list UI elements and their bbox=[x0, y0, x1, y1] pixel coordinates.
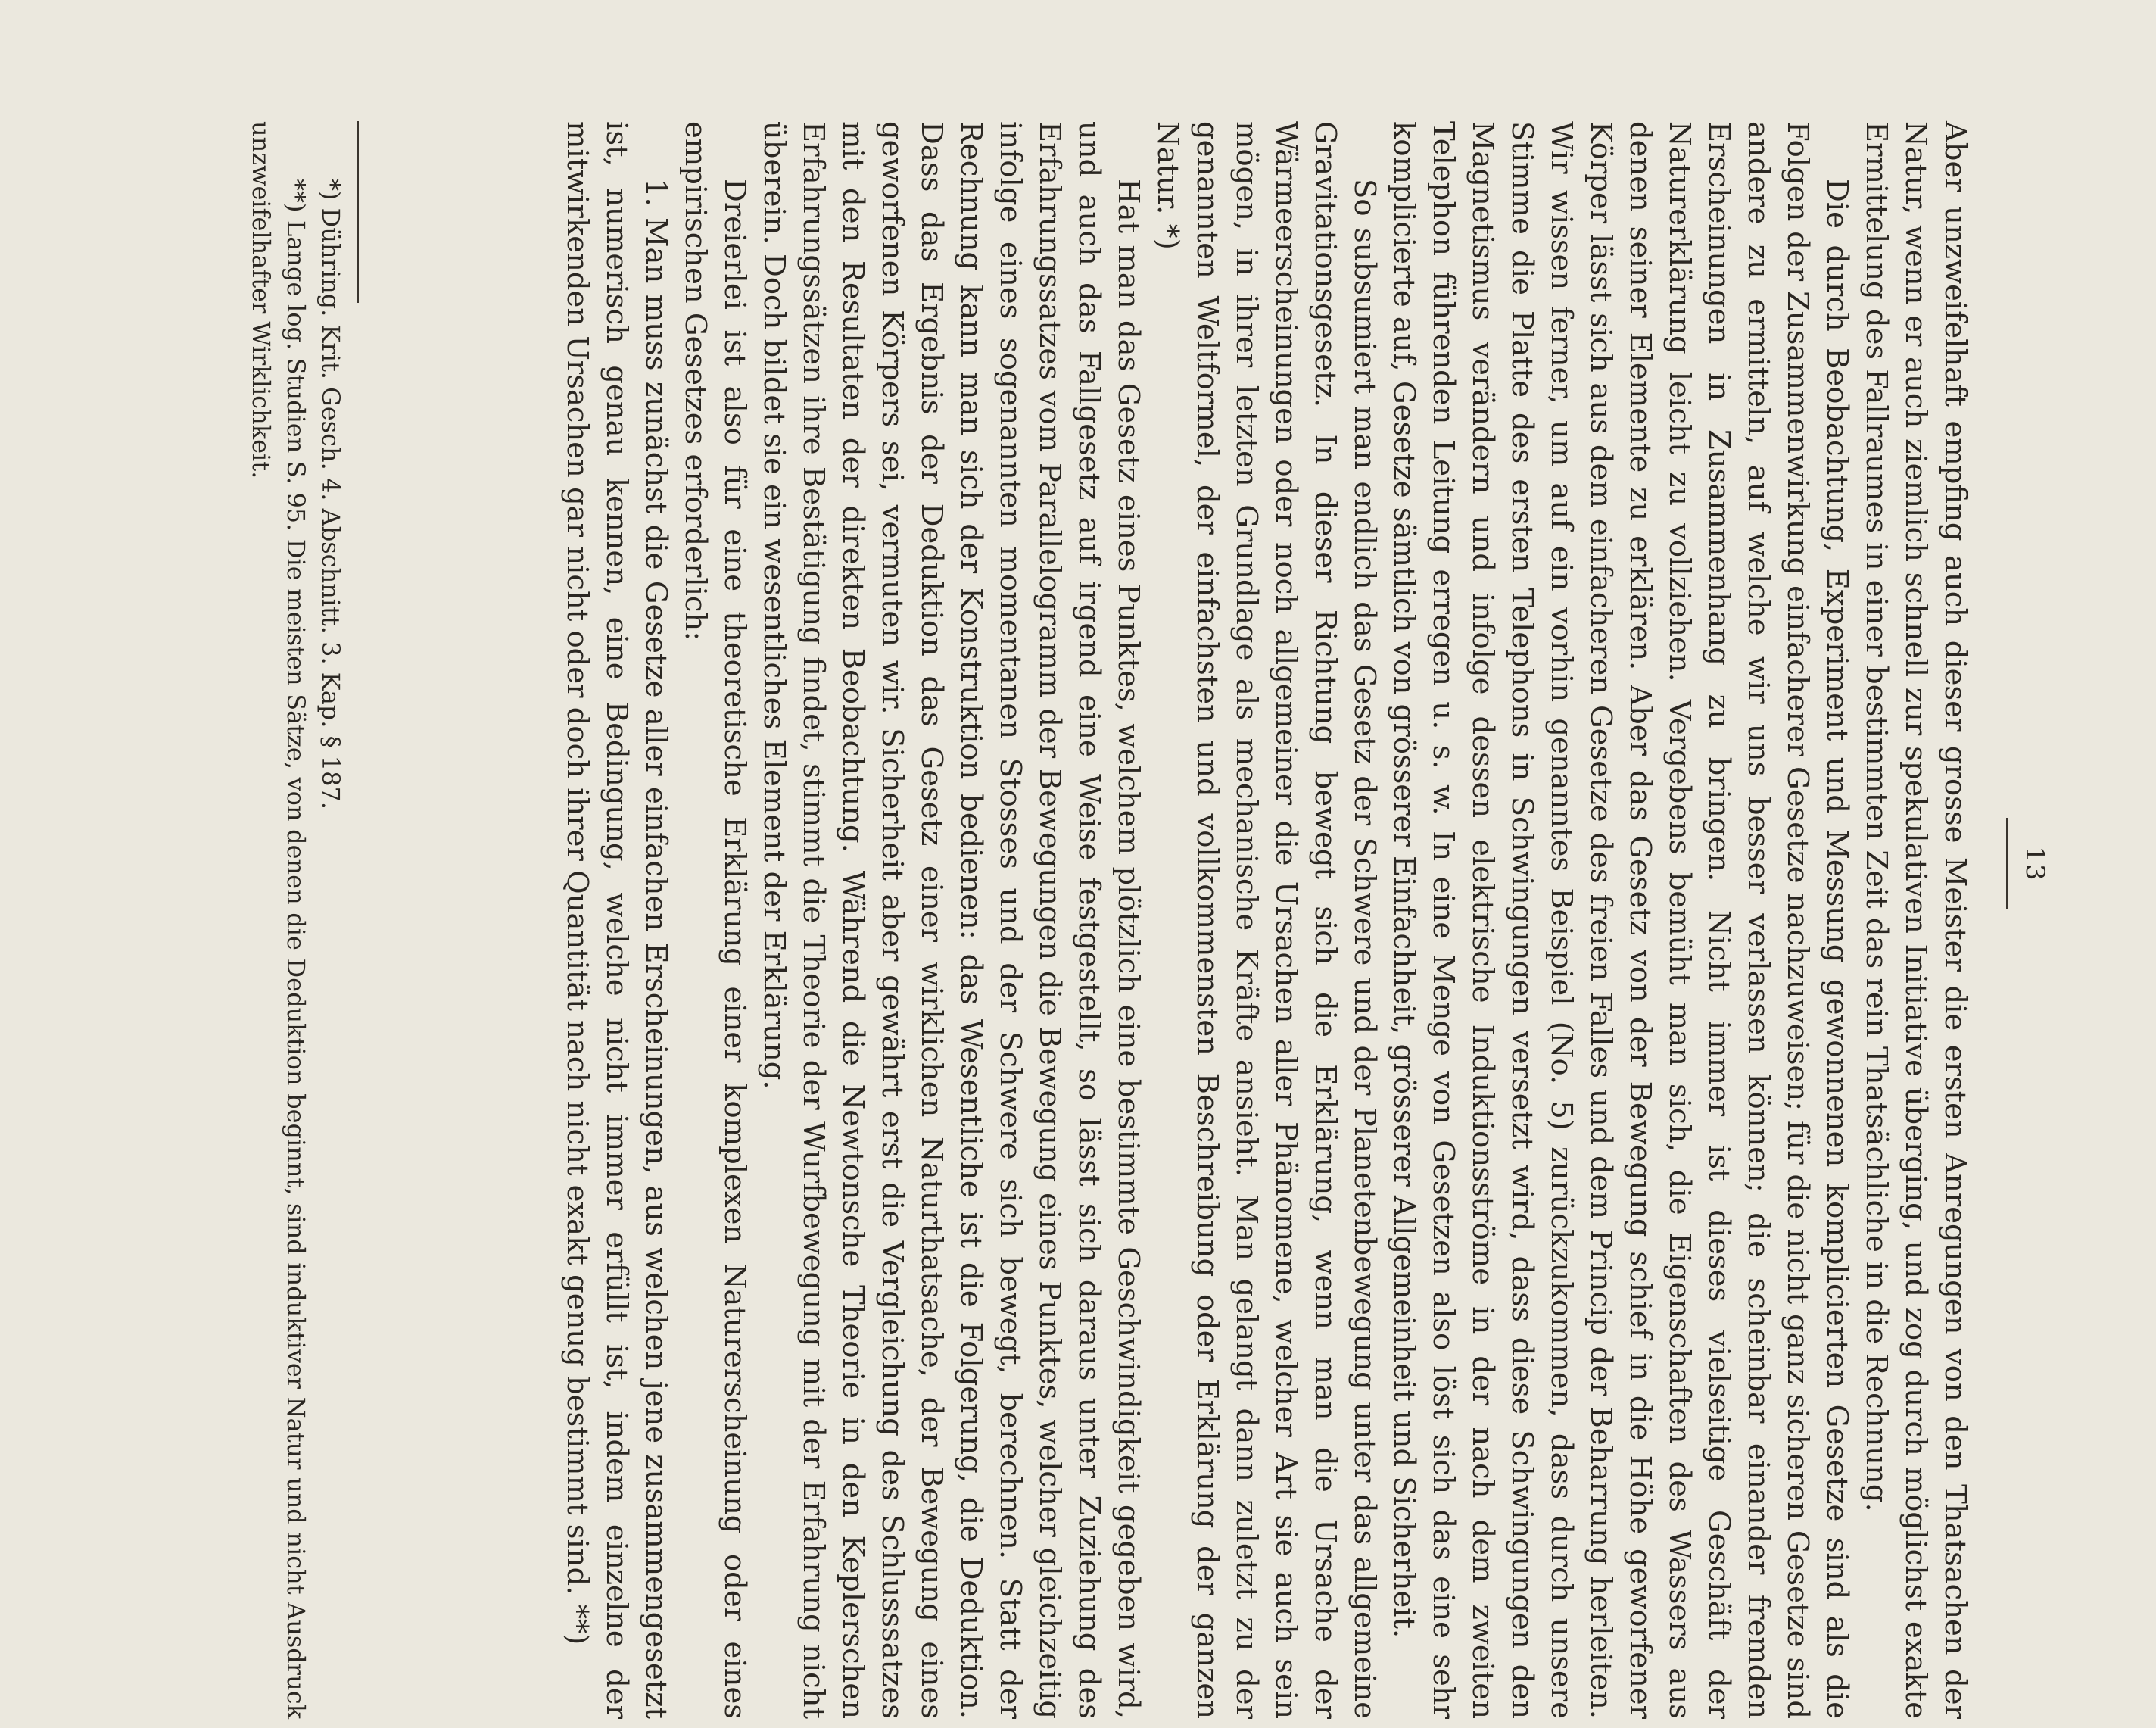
footnote-rule bbox=[357, 121, 359, 303]
footnote-2: **) Lange log. Studien S. 95. Die meisten Sätze, von denen die Deduktion beginnt, sind induktiver Natur und nicht Ausdruck unzweifelhafter Wirklichkeit. bbox=[247, 121, 310, 1719]
page-number: 13 bbox=[2020, 846, 2050, 882]
paragraph-1: Aber unzweifelhaft empfing auch dieser grosse Meister die ersten Anregungen von den Thatsachen der Natur, wenn er auch ziemlich schnell zur spekulativen Initiative überging, und zog durch möglichst exakte Ermittelung des Fallraumes in einer bestimmten Zeit das rein Thatsächliche in die Rechnung. bbox=[1859, 121, 1972, 1719]
paragraph-4: Hat man das Gesetz eines Punktes, welchem plötzlich eine bestimmte Geschwindigkeit gegeben wird, und auch das Fallgesetz auf irgend eine Weise festgestellt, so lässt sich daraus unter Zuziehung des Erfahrungssatzes vom Parallelogramm der Bewegungen die Bewegung eines Punktes, welcher gleichzeitig infolge eines sogenannten momentanen Stosses und der Schwere sich bewegt, berechnen. Statt der Rechnung kann man sich der Konstruktion bedienen: das Wesentliche ist die Folgerung, die Deduktion. Dass das Ergebnis der Deduktion das Gesetz einer wirklichen Naturthatsache, der Bewegung eines geworfenen Körpers sei, vermuten wir. Sicherheit aber gewährt erst die Vergleichung des Schlusssatzes mit den Resultaten der direkten Beobachtung. Während die Newtonsche Theorie in den Keplerschen Erfahrungssätzen ihre Bestätigung findet, stimmt die Theorie der Wurfbewegung mit der Erfahrung nicht überein. Doch bildet sie ein wesentliches Element der Erklärung. bbox=[757, 121, 1145, 1719]
paragraph-5: Dreierlei ist also für eine theoretische Erklärung einer komplexen Naturerscheinung oder eines empirischen Gesetzes erforderlich: bbox=[678, 121, 752, 1719]
paragraph-2: Die durch Beobachtung, Experiment und Messung gewonnenen komplicierten Gesetze sind als die Folgen der Zusammenwirkung einfacherer Gesetze nachzuweisen; für die nicht ganz sicheren Gesetze sind andere zu ermitteln, auf welche wir uns besser verlassen können; die scheinbar einander fremden Erscheinungen in Zusammenhang zu bringen. Nicht immer ist dieses vielseitige Geschäft der Naturerklärung leicht zu vollziehen. Vergebens bemüht man sich, die Eigenschaften des Wassers aus denen seiner Elemente zu erklären. Aber das Gesetz von der Bewegung schief in die Höhe geworfener Körper lässt sich aus dem einfacheren Gesetze des freien Falles und dem Princip der Beharrung herleiten. Wir wissen ferner, um auf ein vorhin genanntes Beispiel (No. 5) zurückzukommen, dass durch unsere Stimme die Platte des ersten Telephons in Schwingungen versetzt wird, dass diese Schwingungen den Magnetismus verändern und infolge dessen elektrische Induktionsströme in der nach dem zweiten Telephon führenden Leitung erregen u. s. w. In eine Menge von Gesetzen also löst sich das eine sehr komplicierte auf, Gesetze sämtlich von grösserer Einfachheit, grösserer Allgemeinheit und Sicherheit. bbox=[1387, 121, 1854, 1719]
main-text bbox=[557, 121, 1974, 1719]
paragraph-6: 1. Man muss zunächst die Gesetze aller einfachen Erscheinungen, aus welchen jene zusammengesetzt ist, numerisch genau kennen, eine Bedingung, welche nicht immer erfüllt ist, indem einzelne der mitwirkenden Ursachen gar nicht oder doch ihrer Quantität nach nicht exakt genug bestimmt sind. **) bbox=[560, 121, 673, 1719]
header-rule bbox=[2006, 818, 2008, 909]
paragraph-3: So subsumiert man endlich das Gesetz der Schwere und der Planetenbewegung unter das allgemeine Gravitationsgesetz. In dieser Richtung bewegt sich die Erklärung, wenn man die Ursache der Wärmeerscheinungen oder noch allgemeiner die Ursachen aller Phänomene, welcher Art sie auch sein mögen, in ihrer letzten Grundlage als mechanische Kräfte ansieht. Man gelangt dann zuletzt zu der genannten Weltformel, der einfachsten und vollkommensten Beschreibung oder Erklärung der ganzen Natur. *) bbox=[1151, 121, 1382, 1719]
footnote-1: *) Dühring. Krit. Gesch. 4. Abschnitt. 3. Kap. § 187. bbox=[316, 179, 345, 810]
footnotes bbox=[244, 121, 348, 1719]
